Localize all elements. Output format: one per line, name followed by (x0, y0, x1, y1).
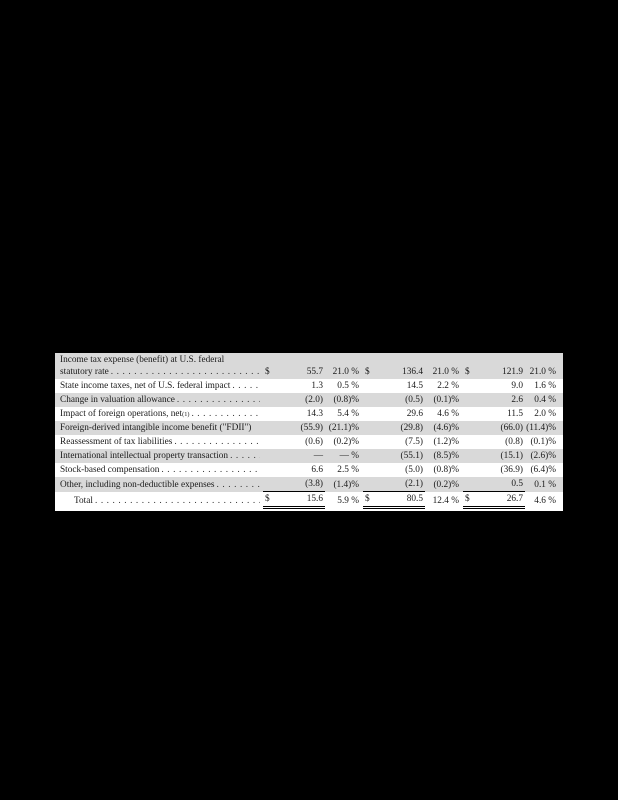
dot-leaders (111, 366, 260, 378)
row-label: statutory rate (60, 367, 109, 377)
percent-cell: — % (325, 449, 363, 463)
amount-cell: (7.5) (377, 435, 425, 449)
table-body (55, 353, 563, 508)
row-label-line1: Income tax expense (benefit) at U.S. federal (60, 355, 225, 365)
percent-cell: (1.4)% (325, 477, 363, 492)
amount-cell: 11.5 (477, 407, 525, 421)
amount-cell: (55.1) (377, 449, 425, 463)
amount-cell: (2.0) (277, 393, 325, 407)
row-label-cell (55, 407, 263, 421)
row-label-line (60, 436, 263, 448)
row-label-cell (55, 435, 263, 449)
percent-cell: 5.9 % (325, 492, 363, 508)
percent-cell: (1.2)% (425, 435, 463, 449)
table-row (55, 449, 563, 463)
percent-cell: 21.0 % (525, 353, 563, 379)
percent-cell: 5.4 % (325, 407, 363, 421)
amount-cell: 15.6 (277, 492, 325, 508)
dollar-sign-cell (363, 477, 377, 492)
percent-cell: 0.4 % (525, 393, 563, 407)
dollar-sign-cell: $ (363, 492, 377, 508)
percent-cell: (0.2)% (425, 477, 463, 492)
amount-cell: (3.8) (277, 477, 325, 492)
dollar-sign-cell (463, 435, 477, 449)
dollar-sign-cell: $ (463, 353, 477, 379)
table-row (55, 393, 563, 407)
amount-cell: 14.3 (277, 407, 325, 421)
dollar-sign-cell (363, 463, 377, 477)
dollar-sign-cell (363, 379, 377, 393)
row-label-cell (55, 449, 263, 463)
amount-cell: (29.8) (377, 421, 425, 435)
percent-cell: (11.4)% (525, 421, 563, 435)
table-row (55, 421, 563, 435)
dollar-sign-cell (263, 463, 277, 477)
dollar-sign-cell: $ (463, 492, 477, 508)
amount-cell: (0.5) (377, 393, 425, 407)
row-label-line (60, 450, 263, 462)
percent-cell: 2.0 % (525, 407, 563, 421)
amount-cell: — (277, 449, 325, 463)
percent-cell: (0.8)% (425, 463, 463, 477)
row-label-line (60, 366, 263, 378)
percent-cell: 4.6 % (525, 492, 563, 508)
percent-cell: 0.1 % (525, 477, 563, 492)
amount-cell: (0.6) (277, 435, 325, 449)
row-label-line (60, 479, 263, 491)
dollar-sign-cell (263, 435, 277, 449)
row-label-line (60, 380, 263, 392)
dollar-sign-cell (463, 463, 477, 477)
row-label-cell (55, 477, 263, 492)
percent-cell: (0.1)% (425, 393, 463, 407)
percent-cell: 2.5 % (325, 463, 363, 477)
table-row (55, 379, 563, 393)
row-label: Foreign-derived intangible income benefit ("FDII") (60, 423, 252, 433)
dollar-sign-cell (363, 449, 377, 463)
percent-cell: 0.5 % (325, 379, 363, 393)
percent-cell: (6.4)% (525, 463, 563, 477)
percent-cell: 21.0 % (425, 353, 463, 379)
dollar-sign-cell (263, 421, 277, 435)
dot-leaders (177, 394, 260, 406)
percent-cell: 4.6 % (425, 407, 463, 421)
row-label-line: Impact of foreign operations, net (1) . . . (60, 408, 263, 420)
dollar-sign-cell (263, 449, 277, 463)
dollar-sign-cell (363, 435, 377, 449)
amount-cell: (55.9) (277, 421, 325, 435)
dot-leaders (161, 464, 260, 476)
amount-cell: 6.6 (277, 463, 325, 477)
row-label-cell (55, 421, 263, 435)
row-label-line (60, 422, 263, 434)
amount-cell: (5.0) (377, 463, 425, 477)
row-label-line (60, 495, 263, 507)
dollar-sign-cell: $ (363, 353, 377, 379)
amount-cell: (66.0) (477, 421, 525, 435)
percent-cell: (0.8)% (325, 393, 363, 407)
row-label-cell (55, 379, 263, 393)
amount-cell: (36.9) (477, 463, 525, 477)
dollar-sign-cell (263, 407, 277, 421)
dot-leaders (95, 495, 260, 507)
percent-cell: (8.5)% (425, 449, 463, 463)
row-label-cell (55, 463, 263, 477)
percent-cell: (2.6)% (525, 449, 563, 463)
percent-cell: (0.2)% (325, 435, 363, 449)
amount-cell: (0.8) (477, 435, 525, 449)
dollar-sign-cell: $ (263, 492, 277, 508)
row-label-line (60, 394, 263, 406)
dot-leaders (232, 380, 260, 392)
table-row (55, 407, 563, 421)
table-row (55, 477, 563, 492)
dollar-sign-cell (363, 407, 377, 421)
percent-cell: 21.0 % (325, 353, 363, 379)
dot-leaders (191, 408, 260, 420)
row-label: Reassessment of tax liabilities (60, 437, 173, 447)
dollar-sign-cell (363, 393, 377, 407)
percent-cell: 1.6 % (525, 379, 563, 393)
amount-cell: 14.5 (377, 379, 425, 393)
dot-leaders (230, 450, 260, 462)
percent-cell: (0.1)% (525, 435, 563, 449)
dollar-sign-cell (463, 449, 477, 463)
row-label-cell (55, 492, 263, 508)
percent-cell: 12.4 % (425, 492, 463, 508)
dollar-sign-cell (463, 477, 477, 492)
table-row (55, 492, 563, 508)
dollar-sign-cell: $ (263, 353, 277, 379)
table-row (55, 463, 563, 477)
dollar-sign-cell (363, 421, 377, 435)
row-label-line (60, 464, 263, 476)
table-row (55, 435, 563, 449)
amount-cell: 121.9 (477, 353, 525, 379)
percent-cell: (4.6)% (425, 421, 463, 435)
table-row (55, 353, 563, 379)
amount-cell: 80.5 (377, 492, 425, 508)
dollar-sign-cell (463, 393, 477, 407)
dot-leaders (174, 436, 260, 448)
row-label: Stock-based compensation (60, 465, 160, 475)
amount-cell: 1.3 (277, 379, 325, 393)
row-label-cell (55, 353, 263, 379)
dot-leaders (217, 479, 260, 491)
dollar-sign-cell (263, 477, 277, 492)
amount-cell: 136.4 (377, 353, 425, 379)
effective-tax-rate-table (55, 353, 563, 509)
amount-cell: (2.1) (377, 477, 425, 492)
amount-cell: 9.0 (477, 379, 525, 393)
row-label: Total (74, 495, 93, 506)
reconciliation-table-container (55, 352, 563, 511)
row-label: International intellectual property transaction (60, 451, 229, 461)
row-label: Impact of foreign operations, net (60, 409, 183, 419)
dollar-sign-cell (463, 407, 477, 421)
row-label: State income taxes, net of U.S. federal impact (60, 381, 231, 391)
percent-cell: (21.1)% (325, 421, 363, 435)
dollar-sign-cell (263, 379, 277, 393)
amount-cell: 55.7 (277, 353, 325, 379)
row-label-cell (55, 393, 263, 407)
amount-cell: 26.7 (477, 492, 525, 508)
row-label: Change in valuation allowance (60, 395, 175, 405)
dollar-sign-cell (463, 421, 477, 435)
amount-cell: 29.6 (377, 407, 425, 421)
dollar-sign-cell (463, 379, 477, 393)
amount-cell: 0.5 (477, 477, 525, 492)
row-label: Other, including non-deductible expenses (60, 479, 215, 490)
percent-cell: 2.2 % (425, 379, 463, 393)
amount-cell: 2.6 (477, 393, 525, 407)
amount-cell: (15.1) (477, 449, 525, 463)
dollar-sign-cell (263, 393, 277, 407)
